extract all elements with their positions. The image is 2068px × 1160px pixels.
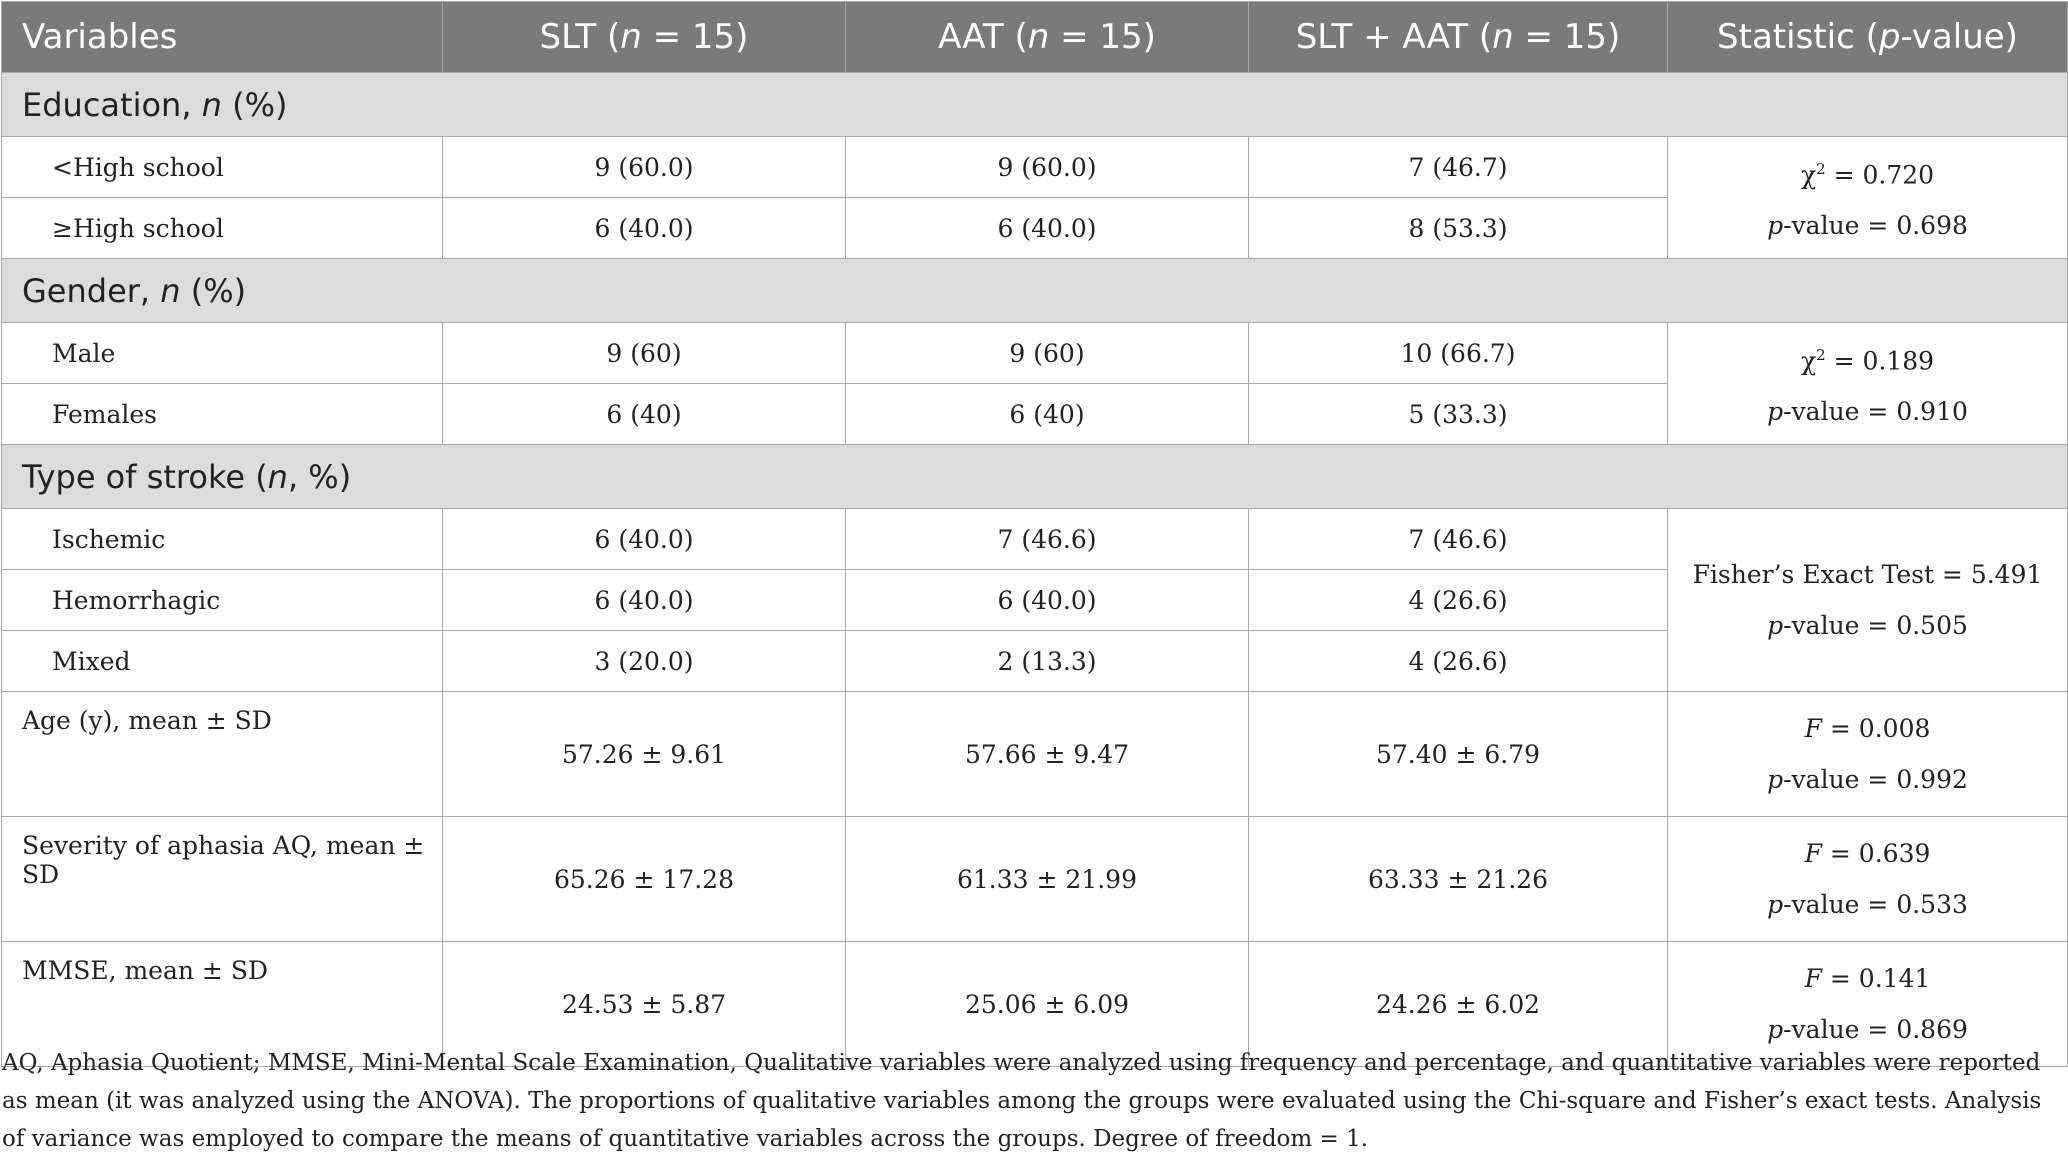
cell-slt-aat: 7 (46.7) [1249,137,1668,198]
row-label: <High school [2,137,443,198]
section-education [2,73,2068,137]
cell-aat: 6 (40.0) [846,570,1249,631]
cell-slt-aat: 57.40 ± 6.79 [1249,692,1668,817]
cell-aat: 9 (60.0) [846,137,1249,198]
header-slt: SLT (n = 15) [443,2,846,73]
cell-aat: 61.33 ± 21.99 [846,817,1249,942]
cell-aat: 9 (60) [846,323,1249,384]
stat-cell: F = 0.008 p-value = 0.992 [1668,692,2068,817]
header-row [2,2,2068,73]
cell-slt: 9 (60) [443,323,846,384]
cell-aat: 25.06 ± 6.09 [846,942,1249,1067]
row-label: Mixed [2,631,443,692]
header-aat: AAT (n = 15) [846,2,1249,73]
table-row [2,509,2068,570]
cell-slt-aat: 10 (66.7) [1249,323,1668,384]
cell-aat: 7 (46.6) [846,509,1249,570]
section-gender [2,259,2068,323]
cell-slt: 57.26 ± 9.61 [443,692,846,817]
row-label: Severity of aphasia AQ, mean ± SD [2,817,443,942]
cell-aat: 6 (40) [846,384,1249,445]
header-variables: Variables [2,2,443,73]
cell-aat: 2 (13.3) [846,631,1249,692]
table-row-age [2,692,2068,817]
cell-slt-aat: 24.26 ± 6.02 [1249,942,1668,1067]
table-footnote: AQ, Aphasia Quotient; MMSE, Mini-Mental Scale Examination, Qualitative variables were analyzed using frequency and percentage, and quantitative variables were reported as mean (it was analyzed using the ANOVA). The proportions of qualitative variables among the groups were evaluated using the Chi-square and Fisher’s exact tests. Analysis of variance was employed to compare the means of quantitative variables across the groups. Degree of freedom = 1. [2,1050,2042,1152]
cell-slt: 24.53 ± 5.87 [443,942,846,1067]
row-label: Male [2,323,443,384]
stat-cell: $\chi^2 = 0.189$ p-value = 0.910 [1668,323,2068,445]
cell-slt-aat: 8 (53.3) [1249,198,1668,259]
cell-slt: 9 (60.0) [443,137,846,198]
section-title: Gender, n (%) [2,259,2068,323]
cell-aat: 57.66 ± 9.47 [846,692,1249,817]
table-row-aphasia-severity [2,817,2068,942]
stat-cell: F = 0.639 p-value = 0.533 [1668,817,2068,942]
row-label: ≥High school [2,198,443,259]
stat-cell: $\chi^2 = 0.720$ p-value = 0.698 [1668,137,2068,259]
cell-slt-aat: 5 (33.3) [1249,384,1668,445]
row-label: Age (y), mean ± SD [2,692,443,817]
header-statistic: Statistic (p-value) [1668,2,2068,73]
cell-slt: 6 (40) [443,384,846,445]
row-label: Hemorrhagic [2,570,443,631]
stat-cell: Fisher’s Exact Test = 5.491 p-value = 0.505 [1668,509,2068,692]
cell-aat: 6 (40.0) [846,198,1249,259]
cell-slt-aat: 63.33 ± 21.26 [1249,817,1668,942]
cell-slt: 3 (20.0) [443,631,846,692]
header-slt-aat: SLT + AAT (n = 15) [1249,2,1668,73]
table-row [2,137,2068,198]
row-label: MMSE, mean ± SD [2,942,443,1067]
cell-slt: 6 (40.0) [443,198,846,259]
baseline-characteristics-table [1,1,2068,1067]
section-title: Type of stroke (n, %) [2,445,2068,509]
cell-slt-aat: 4 (26.6) [1249,570,1668,631]
row-label: Ischemic [2,509,443,570]
row-label: Females [2,384,443,445]
cell-slt: 6 (40.0) [443,509,846,570]
cell-slt: 6 (40.0) [443,570,846,631]
table-row [2,323,2068,384]
cell-slt-aat: 7 (46.6) [1249,509,1668,570]
cell-slt: 65.26 ± 17.28 [443,817,846,942]
stat-cell: F = 0.141 p-value = 0.869 [1668,942,2068,1067]
cell-slt-aat: 4 (26.6) [1249,631,1668,692]
section-title: Education, n (%) [2,73,2068,137]
section-type-of-stroke [2,445,2068,509]
